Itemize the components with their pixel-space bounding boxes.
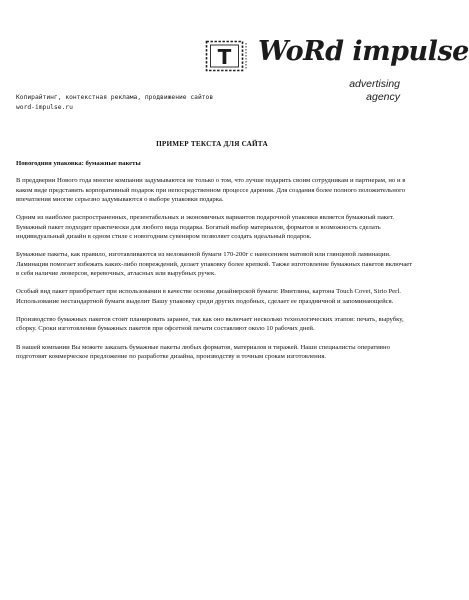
paragraph-intro: В преддверии Нового года многие компании задумываются не только о том, что лучше подарить своим сотрудникам и партнерам, но и в каком виде представить корпоративный подарок при непосредственном процессе дарения. Для создания более полного положительного впечатления многие серьезно задумываются о выборе упаковки подарка. <box>16 177 406 204</box>
paragraph-designer-paper: Особый вид пакет приобретает при использовании в качестве основы дизайнерской бумаги: Имитлина, картона Touch Covet, Sirio Perl. Использование нестандартной бумаги выделит Вашу упаковку среди других подобных, сделает ее праздничной и запоминающейся. <box>16 288 401 305</box>
logo-stamp-icon <box>205 40 251 72</box>
logo-wordmark: WoRd impulse <box>258 36 469 67</box>
paragraph-paper-bag: Одним из наиболее распространенных, презентабельных и экономичных вариантов подарочной упаковки является бумажный пакет. Бумажный пакет подходит практически для любого вида подарка. Богатый выбор материалов, форматов и возможность сделать индивидуальный дизайн в одном стиле с новогодним сувениром позволяет создать идеальный подарок. <box>16 214 394 241</box>
page-title: ПРИМЕР ТЕКСТА ДЛЯ САЙТА <box>156 140 268 148</box>
section-heading: Новогодняя упаковка: бумажные пакеты <box>16 160 141 167</box>
tagline-website: word-impulse.ru <box>16 103 73 111</box>
tagline-services: Копирайтинг, контекстная реклама, продвижение сайтов <box>16 94 214 101</box>
logo-subtitle-agency: agency <box>366 91 400 103</box>
paragraph-production: Производство бумажных пакетов стоит планировать заранее, так как оно включает несколько технологических этапов: печать, вырубку, сборку. Сроки изготовления бумажных пакетов при офсетной печати составляют около 10 рабочих дней. <box>16 316 404 333</box>
logo-stamp-letter: T <box>217 45 232 69</box>
document-body <box>16 159 414 370</box>
paragraph-materials: Бумажные пакеты, как правило, изготавливаются из мелованной бумаги 170-200г с нанесением матовой или глянцевой ламинации. Ламинация помогает избежать каких-либо повреждений, делает упаковку более крепкой. Также изготовление бумажных пакетов включает в себя наличие люверсов, веревочных, атласных или вырубных ручек. <box>16 251 413 278</box>
logo-subtitle-advertising: advertising <box>349 78 400 90</box>
header-tagline <box>16 93 231 112</box>
paragraph-order: В нашей компании Вы можете заказать бумажные пакеты любых форматов, материалов и тиражей. Наши специалисты оперативно подготовят коммерческое предложение по разработке дизайна, производству и точным срокам изготовления. <box>16 343 390 361</box>
